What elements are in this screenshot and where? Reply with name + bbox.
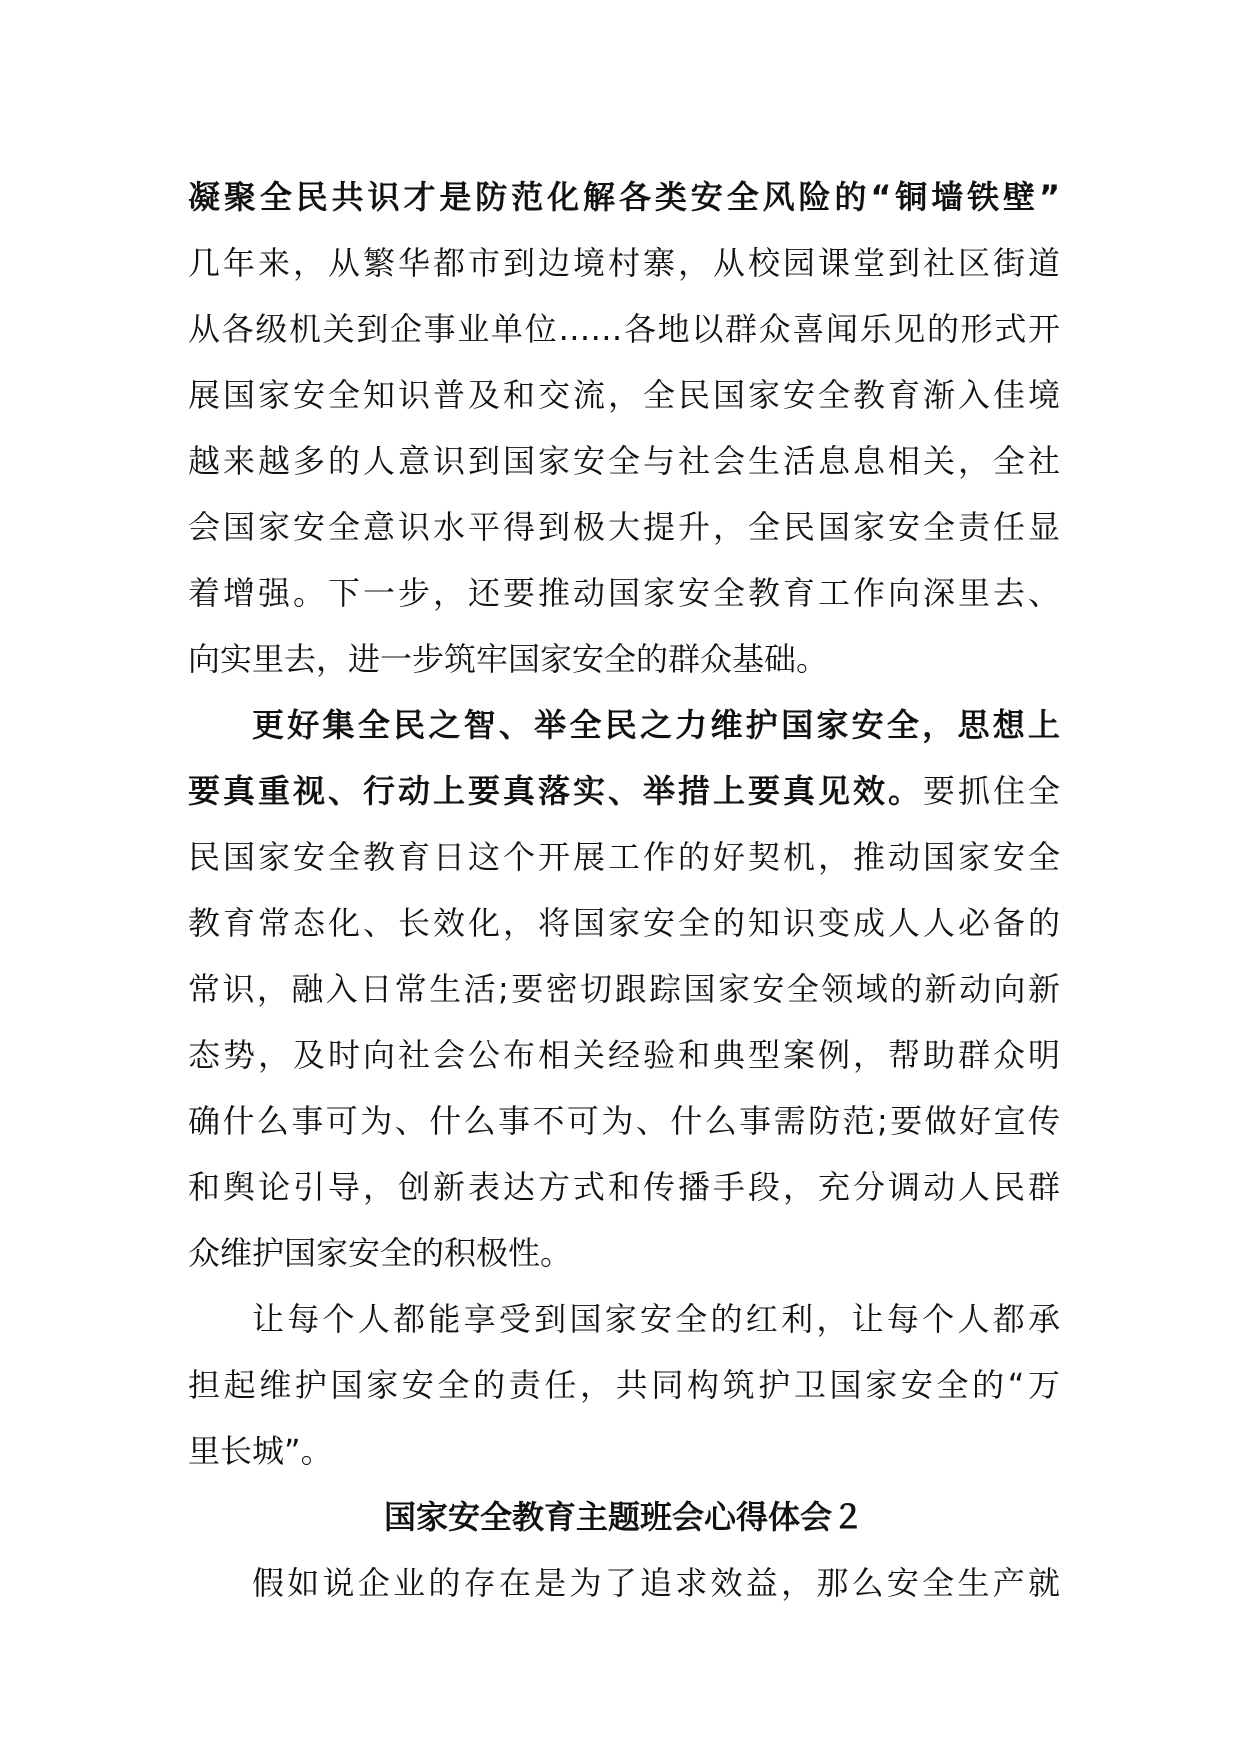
- text-line-2: 几年来，从繁华都市到边境村寨，从校园课堂到社区街道: [188, 244, 1060, 282]
- text-line-10-bold: 要真重视、行动上要真落实、举措上要真见效。: [188, 772, 923, 810]
- text-line-10: [188, 758, 1060, 824]
- text-line-13: 常识，融入日常生活;要密切跟踪国家安全领域的新动向新: [188, 970, 1060, 1008]
- text-line-11: 民国家安全教育日这个开展工作的好契机，推动国家安全: [188, 838, 1060, 876]
- document-page: [188, 164, 1060, 1616]
- text-line-10-regular: 要抓住全: [922, 772, 1060, 810]
- text-line-17: 众维护国家安全的积极性。: [188, 1234, 573, 1272]
- text-line-18: 让每个人都能享受到国家安全的红利，让每个人都承: [252, 1300, 1060, 1338]
- text-line-9: 更好集全民之智、举全民之力维护国家安全，思想上: [252, 706, 1060, 744]
- text-line-4: 展国家安全知识普及和交流，全民国家安全教育渐入佳境: [188, 376, 1060, 414]
- section-heading: 国家安全教育主题班会心得体会２: [383, 1498, 864, 1536]
- text-line-20: 里长城”。: [188, 1432, 333, 1470]
- text-line-6: 会国家安全意识水平得到极大提升，全民国家安全责任显: [188, 508, 1060, 546]
- text-line-15: 确什么事可为、什么事不可为、什么事需防范;要做好宣传: [188, 1102, 1060, 1140]
- text-line-22: 假如说企业的存在是为了追求效益，那么安全生产就: [252, 1564, 1060, 1602]
- text-line-1: 凝聚全民共识才是防范化解各类安全风险的“铜墙铁壁”: [188, 178, 1060, 216]
- text-line-8: 向实里去，进一步筑牢国家安全的群众基础。: [188, 640, 829, 678]
- text-line-16: 和舆论引导，创新表达方式和传播手段，充分调动人民群: [188, 1168, 1060, 1206]
- text-line-14: 态势，及时向社会公布相关经验和典型案例，帮助群众明: [188, 1036, 1060, 1074]
- text-line-7: 着增强。下一步，还要推动国家安全教育工作向深里去、: [188, 574, 1060, 612]
- text-line-5: 越来越多的人意识到国家安全与社会生活息息相关，全社: [188, 442, 1060, 480]
- text-line-12: 教育常态化、长效化，将国家安全的知识变成人人必备的: [188, 904, 1060, 942]
- text-line-3: 从各级机关到企事业单位……各地以群众喜闻乐见的形式开: [188, 310, 1060, 348]
- text-line-19: 担起维护国家安全的责任，共同构筑护卫国家安全的“万: [188, 1366, 1060, 1404]
